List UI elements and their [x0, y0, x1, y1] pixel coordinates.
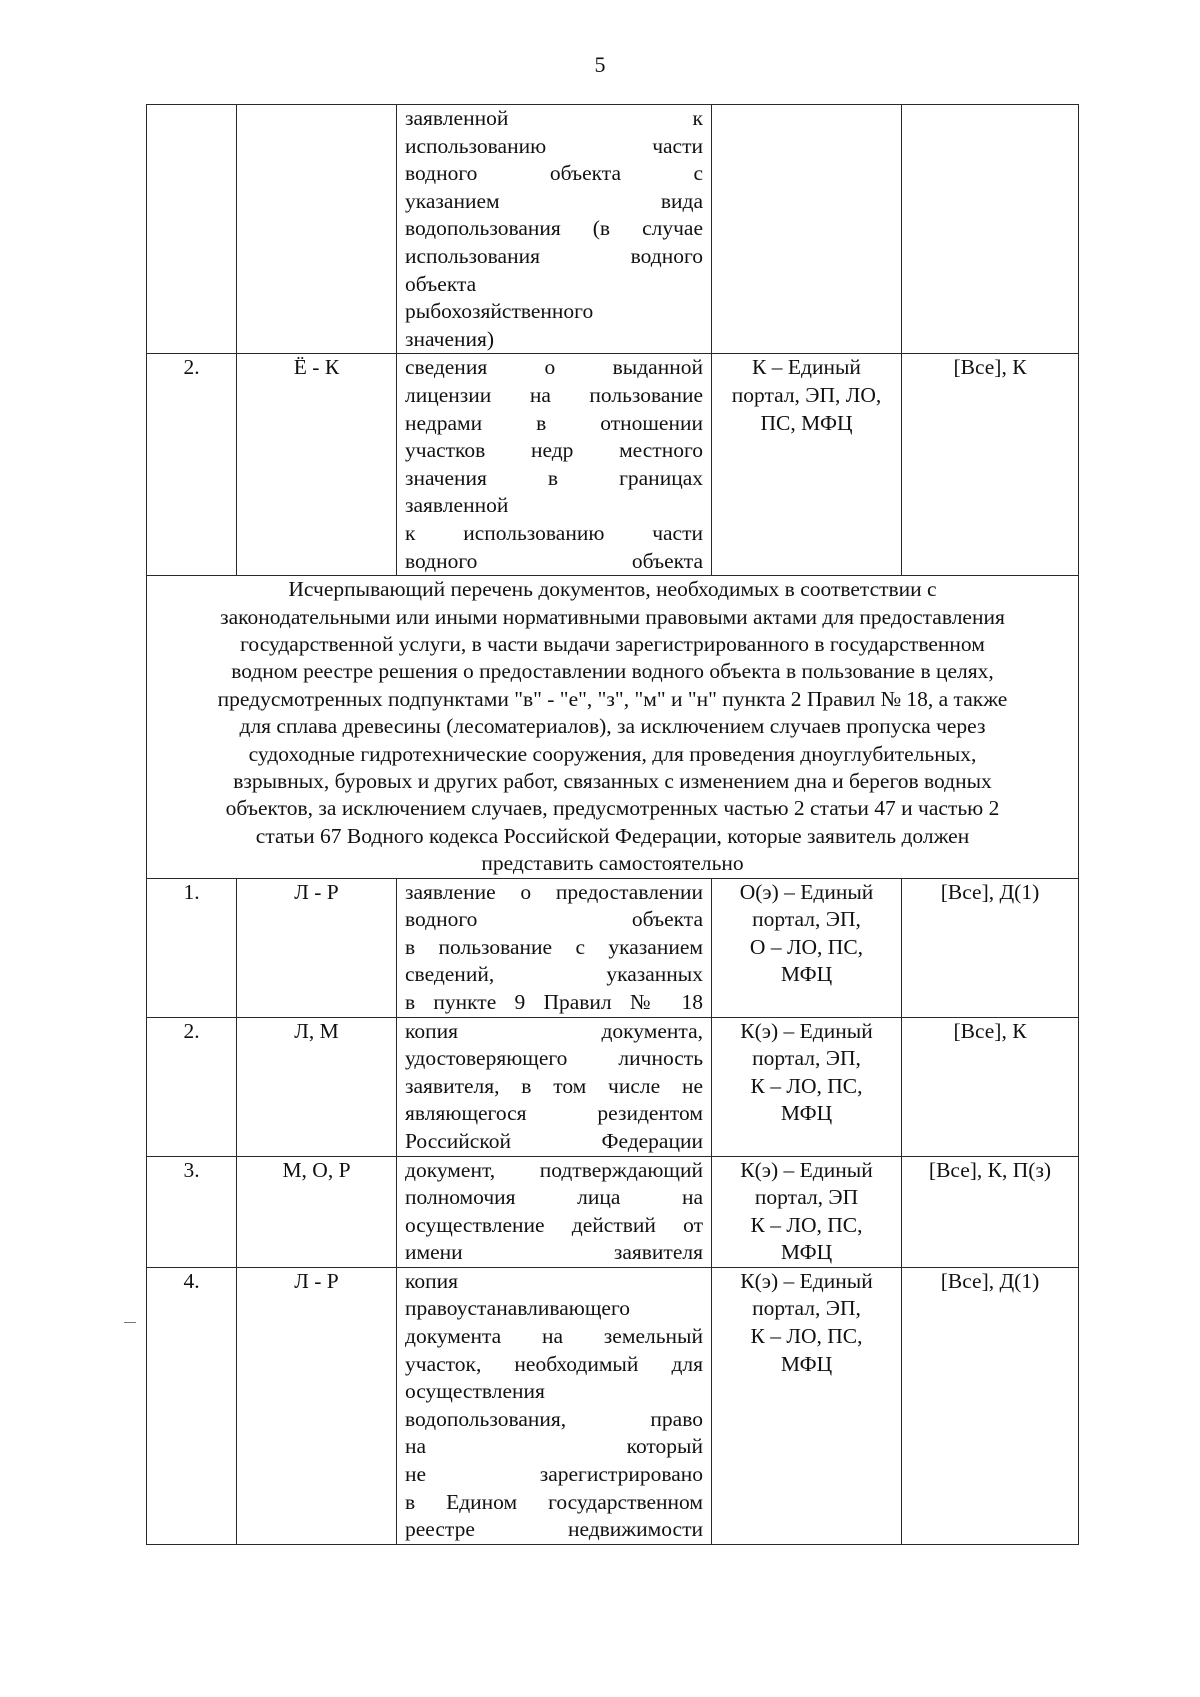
text-line: правоустанавливающего — [405, 1296, 630, 1321]
document-description — [397, 1267, 712, 1544]
text-line: портал, ЭП — [754, 1185, 859, 1210]
applicant-category: Л - Р — [237, 878, 397, 1017]
submission-method — [712, 105, 902, 354]
text-line: заявление о предоставлении — [405, 879, 703, 904]
table-row — [147, 1017, 1079, 1156]
text-line: в пользование с указанием — [405, 934, 703, 959]
text-line: значения) — [405, 326, 495, 351]
text-line: статьи 67 Водного кодекса Российской Федерации, которые заявитель должен — [255, 823, 970, 848]
text-line: К – Единый — [752, 355, 861, 380]
document-description — [397, 1156, 712, 1267]
text-line: объекта — [405, 271, 477, 296]
text-line: документа на земельный — [405, 1324, 703, 1349]
submission-method — [712, 1017, 902, 1156]
text-line: законодательными или иными нормативными правовыми актами для предоставления — [220, 604, 1005, 629]
text-line: указанием вида — [405, 188, 703, 213]
text-line: МФЦ — [780, 962, 833, 987]
row-number — [147, 105, 237, 354]
text-line: рыбохозяйственного — [405, 299, 594, 324]
page-number: 5 — [594, 52, 606, 77]
applicant-category — [237, 105, 397, 354]
text-line: на который — [405, 1434, 703, 1459]
text-line: лицензии на пользование — [405, 382, 703, 407]
text-line: К(э) – Единый — [740, 1018, 873, 1043]
text-line: осуществления — [405, 1379, 545, 1404]
text-line: представить самостоятельно — [481, 851, 744, 876]
text-line: К – ЛО, ПС, — [750, 1212, 863, 1237]
text-line: К – ЛО, ПС, — [750, 1324, 863, 1349]
submission-method — [712, 354, 902, 576]
text-line: МФЦ — [780, 1240, 833, 1265]
text-line: Исчерпывающий перечень документов, необходимых в соответствии с — [288, 577, 937, 602]
conditions: [Все], Д(1) — [902, 878, 1079, 1017]
table-section-top — [147, 105, 1079, 576]
text-line: копия документа, — [405, 1018, 703, 1043]
table-row — [147, 105, 1079, 354]
scan-edge-mark — [124, 1322, 136, 1323]
applicant-category: М, О, Р — [237, 1156, 397, 1267]
documents-table — [146, 104, 1079, 1545]
text-line: О(э) – Единый — [739, 879, 874, 904]
text-line: участок, необходимый для — [405, 1351, 703, 1376]
text-line: К(э) – Единый — [740, 1157, 873, 1182]
text-line: для сплава древесины (лесоматериалов), за исключением случаев пропуска через — [239, 714, 986, 739]
table-row — [147, 1156, 1079, 1267]
text-line: участков недр местного — [405, 438, 703, 463]
conditions — [902, 105, 1079, 354]
text-line: предусмотренных подпунктами "в" - "е", "з", "м" и "н" пункта 2 Правил № 18, а также — [217, 686, 1008, 711]
text-line: к использованию части — [405, 520, 703, 545]
conditions: [Все], К, П(з) — [902, 1156, 1079, 1267]
text-line: недрами в отношении — [405, 410, 703, 435]
text-line: документ, подтверждающий — [405, 1157, 703, 1182]
text-line: водопользования, право — [405, 1406, 703, 1431]
conditions: [Все], К — [902, 354, 1079, 576]
text-line: значения в границах — [405, 465, 703, 490]
text-line: взрывных, буровых и других работ, связанных с изменением дна и берегов водных — [233, 768, 992, 793]
document-description — [397, 105, 712, 354]
text-line: в Едином государственном — [405, 1489, 703, 1514]
text-line: водном реестре решения о предоставлении водного объекта в пользование в целях, — [231, 659, 994, 684]
table-section-bottom — [147, 878, 1079, 1544]
row-number: 3. — [147, 1156, 237, 1267]
text-line: осуществление действий от — [405, 1212, 703, 1237]
conditions: [Все], Д(1) — [902, 1267, 1079, 1544]
row-number: 2. — [147, 354, 237, 576]
text-line: портал, ЭП, — [752, 1296, 861, 1321]
submission-method — [712, 1156, 902, 1267]
text-line: в пункте 9 Правил № 18 — [405, 989, 703, 1014]
text-line: имени заявителя — [405, 1240, 703, 1265]
text-line: портал, ЭП, — [752, 1046, 861, 1071]
table-row — [147, 1267, 1079, 1544]
text-line: использованию части — [405, 133, 703, 158]
text-line: сведений, указанных — [405, 962, 703, 987]
text-line: удостоверяющего личность — [405, 1046, 703, 1071]
text-line: сведения о выданной — [405, 355, 703, 380]
text-line: использования водного — [405, 243, 703, 268]
text-line: объектов, за исключением случаев, предусмотренных частью 2 статьи 47 и частью 2 — [225, 796, 1000, 821]
text-line: МФЦ — [780, 1351, 833, 1376]
text-line: заявителя, в том числе не — [405, 1073, 703, 1098]
text-line: О – ЛО, ПС, — [749, 934, 864, 959]
submission-method — [712, 1267, 902, 1544]
document-description — [397, 354, 712, 576]
text-line: не зарегистрировано — [405, 1462, 703, 1487]
text-line: являющегося резидентом — [405, 1101, 703, 1126]
submission-method — [712, 878, 902, 1017]
text-line: Российской Федерации — [405, 1128, 703, 1153]
text-line: водного объекта — [405, 548, 703, 573]
row-number: 4. — [147, 1267, 237, 1544]
row-number: 1. — [147, 878, 237, 1017]
table-row — [147, 878, 1079, 1017]
applicant-category: Л - Р — [237, 1267, 397, 1544]
conditions: [Все], К — [902, 1017, 1079, 1156]
section-header-row — [147, 576, 1079, 878]
text-line: портал, ЭП, ЛО, — [731, 382, 882, 407]
text-line: портал, ЭП, — [752, 907, 861, 932]
document-description — [397, 878, 712, 1017]
text-line: К – ЛО, ПС, — [750, 1073, 863, 1098]
text-line: государственной услуги, в части выдачи зарегистрированного в государственном — [240, 631, 985, 656]
applicant-category: Ё - К — [237, 354, 397, 576]
text-line: заявленной — [405, 493, 509, 518]
text-line: МФЦ — [780, 1101, 833, 1126]
text-line: реестре недвижимости — [405, 1517, 703, 1542]
applicant-category: Л, М — [237, 1017, 397, 1156]
text-line: водного объекта — [405, 907, 703, 932]
document-description — [397, 1017, 712, 1156]
row-number: 2. — [147, 1017, 237, 1156]
text-line: заявленной к — [405, 106, 703, 130]
section-header — [147, 576, 1079, 878]
text-line: водопользования (в случае — [405, 216, 703, 241]
text-line: судоходные гидротехнические сооружения, для проведения дноуглубительных, — [248, 741, 977, 766]
text-line: полномочия лица на — [405, 1185, 703, 1210]
text-line: водного объекта с — [405, 161, 703, 186]
text-line: ПС, МФЦ — [760, 410, 853, 435]
text-line: копия — [405, 1268, 459, 1293]
table-row — [147, 354, 1079, 576]
text-line: К(э) – Единый — [740, 1268, 873, 1293]
table-section-header — [147, 576, 1079, 878]
